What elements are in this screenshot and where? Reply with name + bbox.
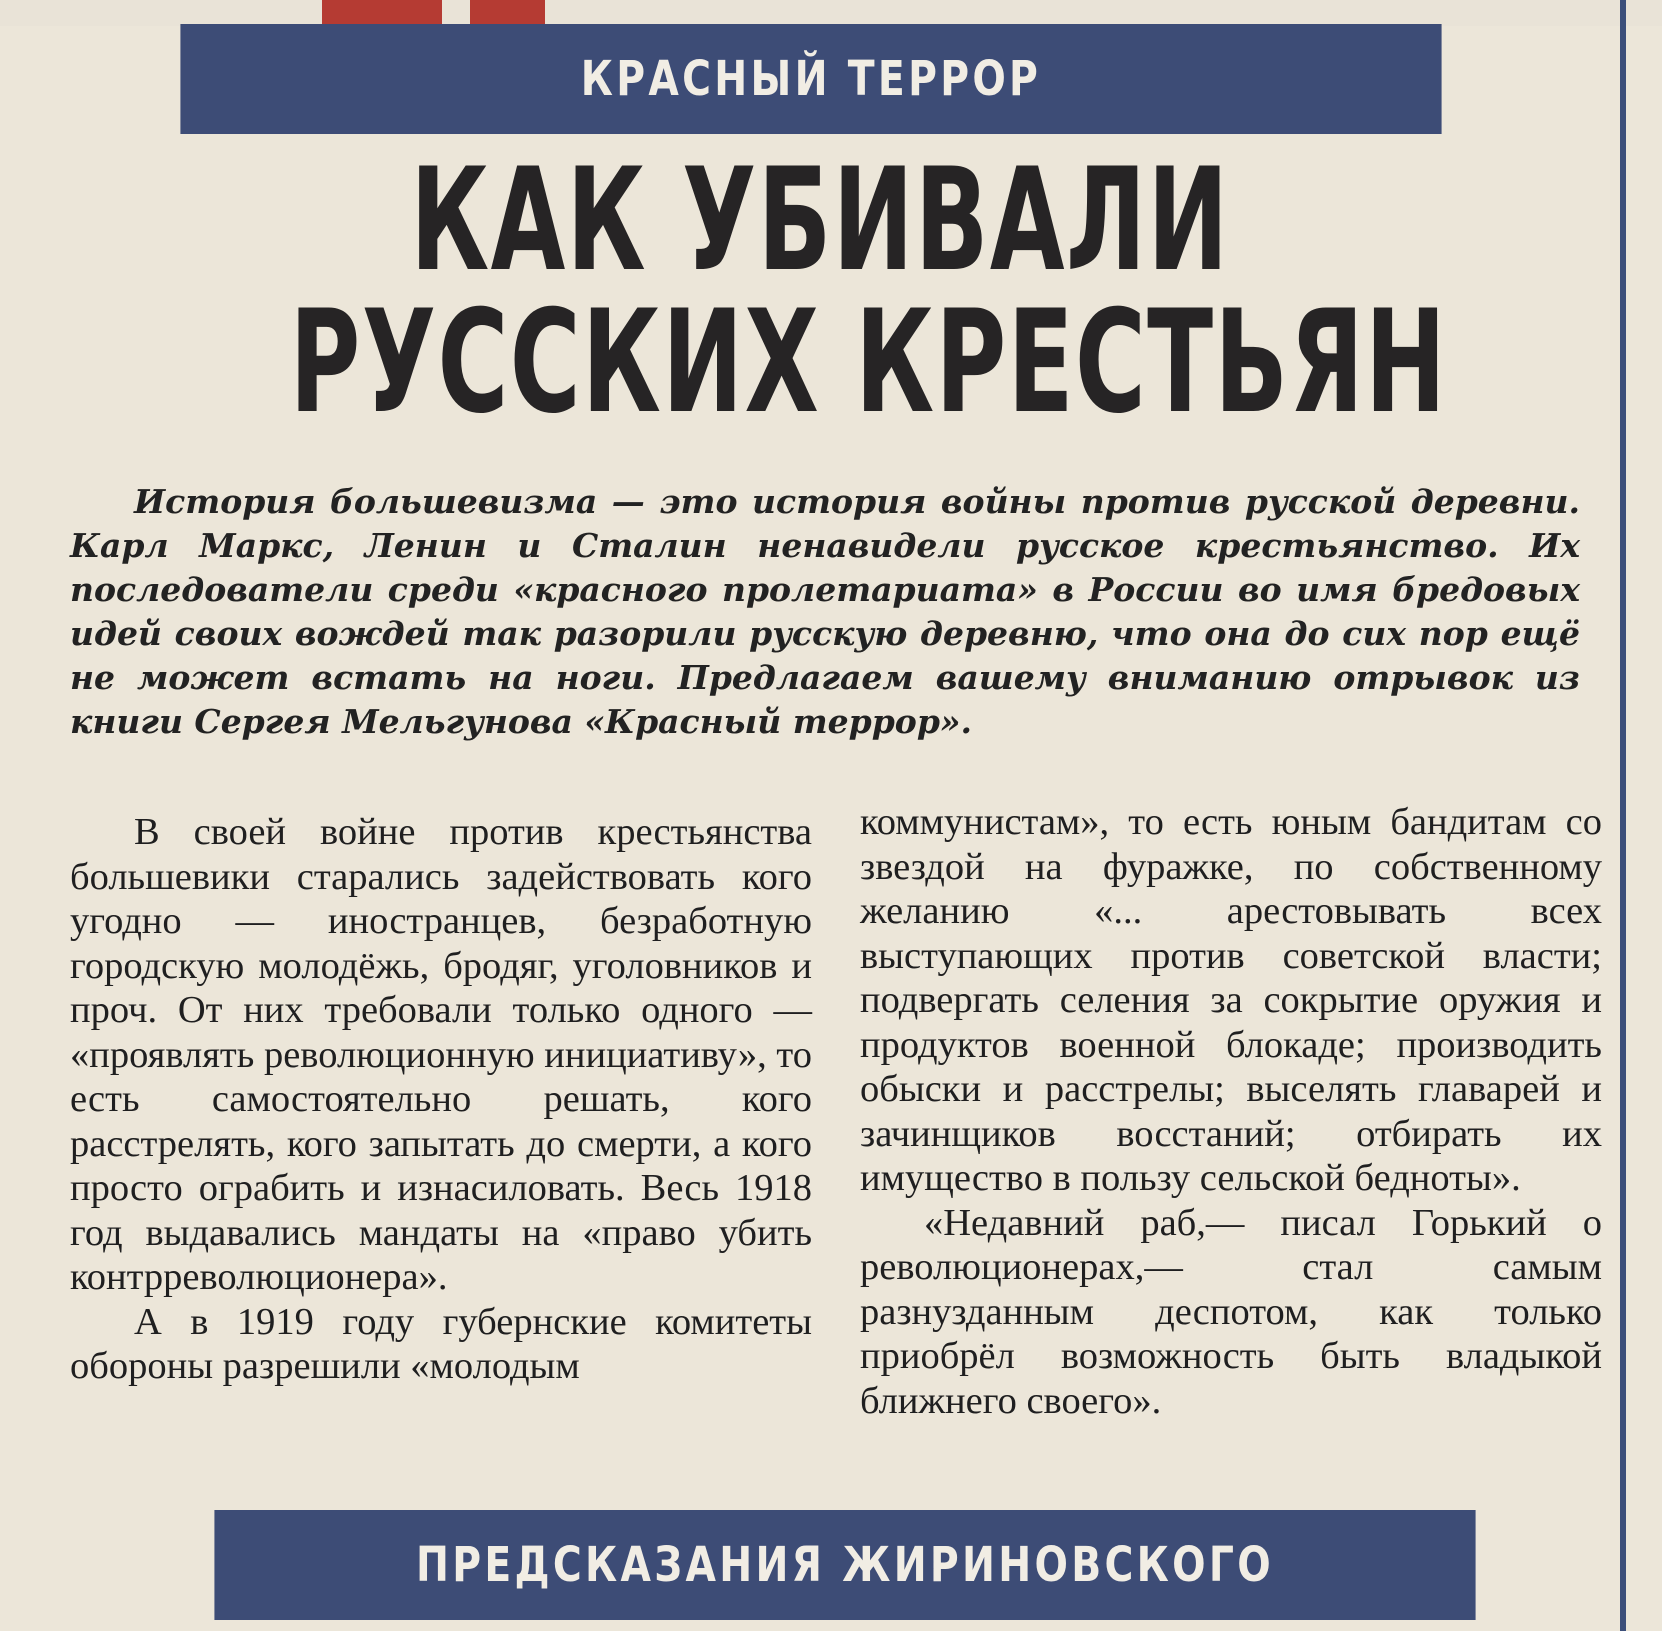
- section-banner: [180, 24, 1441, 134]
- column-rule: [1620, 0, 1626, 1631]
- body-paragraph: коммунистам», то есть юным бандитам со звездой на фуражке, по собственному желанию «... арестовывать всех выступающих против советской власти; подвергать селения за сокрытие оружия и продуктов военной блокаде; производить обыски и расстрелы; выселять главарей и зачинщиков восстаний; отбирать их имущество в пользу сельской бедноты».: [860, 801, 1602, 1199]
- headline-line-1: КАК УБИВАЛИ: [410, 138, 1230, 303]
- body-column-right: [860, 800, 1602, 1423]
- body-paragraph: В своей войне против крестьянства большевики старались задействовать кого угодно — иностранцев, безработную городскую молодёжь, бродяг, уголовников и проч. От них требовали только одного — «проявлять революционную инициативу», то есть самостоятельно решать, кого расстрелять, кого запытать до смерти, а кого просто ограбить и изнасиловать. Весь 1918 год выдавались мандаты на «право убить контрреволюционера».: [70, 811, 812, 1298]
- previous-article-fragment: [322, 0, 442, 24]
- headline-line-2: РУССКИХ КРЕСТЬЯН: [289, 280, 1448, 445]
- section-title: КРАСНЫЙ ТЕРРОР: [580, 51, 1042, 107]
- previous-article-fragment: [470, 0, 545, 24]
- next-section-banner: [214, 1510, 1475, 1620]
- lead-paragraph: История большевизма — это история войны против русской деревни. Карл Маркс, Ленин и Сталин ненавидели русское крестьянство. Их последователи среди «красного пролетариата» в России во имя бредовых идей своих вождей так разорили русскую деревню, что она до сих пор ещё не может встать на ноги. Предлагаем вашему вниманию отрывок из книги Сергея Мельгунова «Красный террор».: [70, 482, 1580, 741]
- body-paragraph: А в 1919 году губернские комитеты обороны разрешили «молодым: [70, 1300, 812, 1387]
- article-lead: [70, 480, 1580, 744]
- body-column-left: [70, 810, 812, 1389]
- paper-top-edge: [0, 0, 1662, 26]
- article-headline: [40, 138, 1600, 450]
- next-section-title: ПРЕДСКАЗАНИЯ ЖИРИНОВСКОГО: [416, 1537, 1274, 1593]
- body-paragraph: «Недавний раб,— писал Горький о революционерах,— стал самым разнузданным деспотом, как только приобрёл возможность быть владыкой ближнего своего».: [860, 1201, 1602, 1422]
